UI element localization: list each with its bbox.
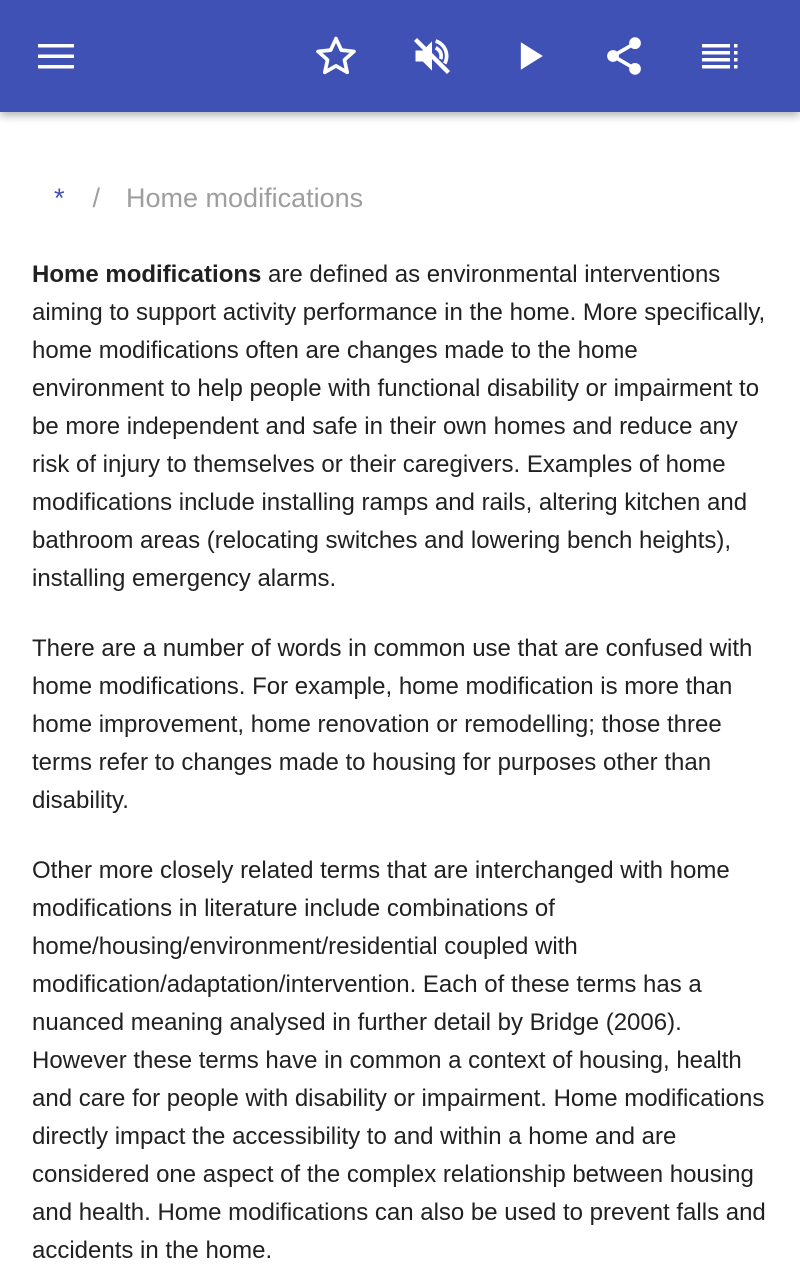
app-bar [0, 0, 800, 112]
volume-off-icon [410, 34, 454, 78]
share-icon [602, 34, 646, 78]
menu-button[interactable] [28, 28, 84, 84]
star-outline-icon [314, 34, 358, 78]
article-paragraph-1-text: are defined as environmental interventions aiming to support activity performance in the home. More specifically, home modifications often are changes made to the home environment to help people with functional disability or impairment to be more independent and safe in their own homes and reduce any risk of injury to themselves or their caregivers. Examples of home modifications include installing ramps and rails, altering kitchen and bathroom areas (relocating switches and lowering bench heights), installing emergency alarms. [32, 261, 766, 592]
table-of-contents-icon [700, 36, 740, 76]
mute-button[interactable] [404, 28, 460, 84]
hamburger-menu-icon [36, 36, 76, 76]
article-body [32, 256, 772, 1280]
article-paragraph-3: Other more closely related terms that are interchanged with home modifications in literature include combinations of home/housing/environment/residential coupled with modification/adaptation/intervention. Each of these terms has a nuanced meaning analysed in further detail by Bridge (2006). However these terms have in common a context of housing, health and care for people with disability or impairment. Home modifications directly impact the accessibility to and within a home and are considered one aspect of the complex relationship between housing and health. Home modifications can also be used to prevent falls and accidents in the home. [32, 857, 766, 1264]
contents-button[interactable] [692, 28, 748, 84]
share-button[interactable] [596, 28, 652, 84]
bookmark-button[interactable] [308, 28, 364, 84]
breadcrumb-separator: / [92, 183, 101, 213]
article-content [0, 112, 800, 1280]
breadcrumb [54, 180, 363, 216]
breadcrumb-current: Home modifications [126, 183, 364, 213]
breadcrumb-home-link[interactable]: * [54, 183, 65, 213]
article-term: Home modifications [32, 261, 262, 288]
play-icon [508, 34, 552, 78]
article-paragraph-1 [32, 256, 772, 598]
play-button[interactable] [502, 28, 558, 84]
article-paragraph-2: There are a number of words in common use that are confused with home modifications. For example, home modification is more than home improvement, home renovation or remodelling; those three terms refer to changes made to housing for purposes other than disability. [32, 635, 753, 814]
